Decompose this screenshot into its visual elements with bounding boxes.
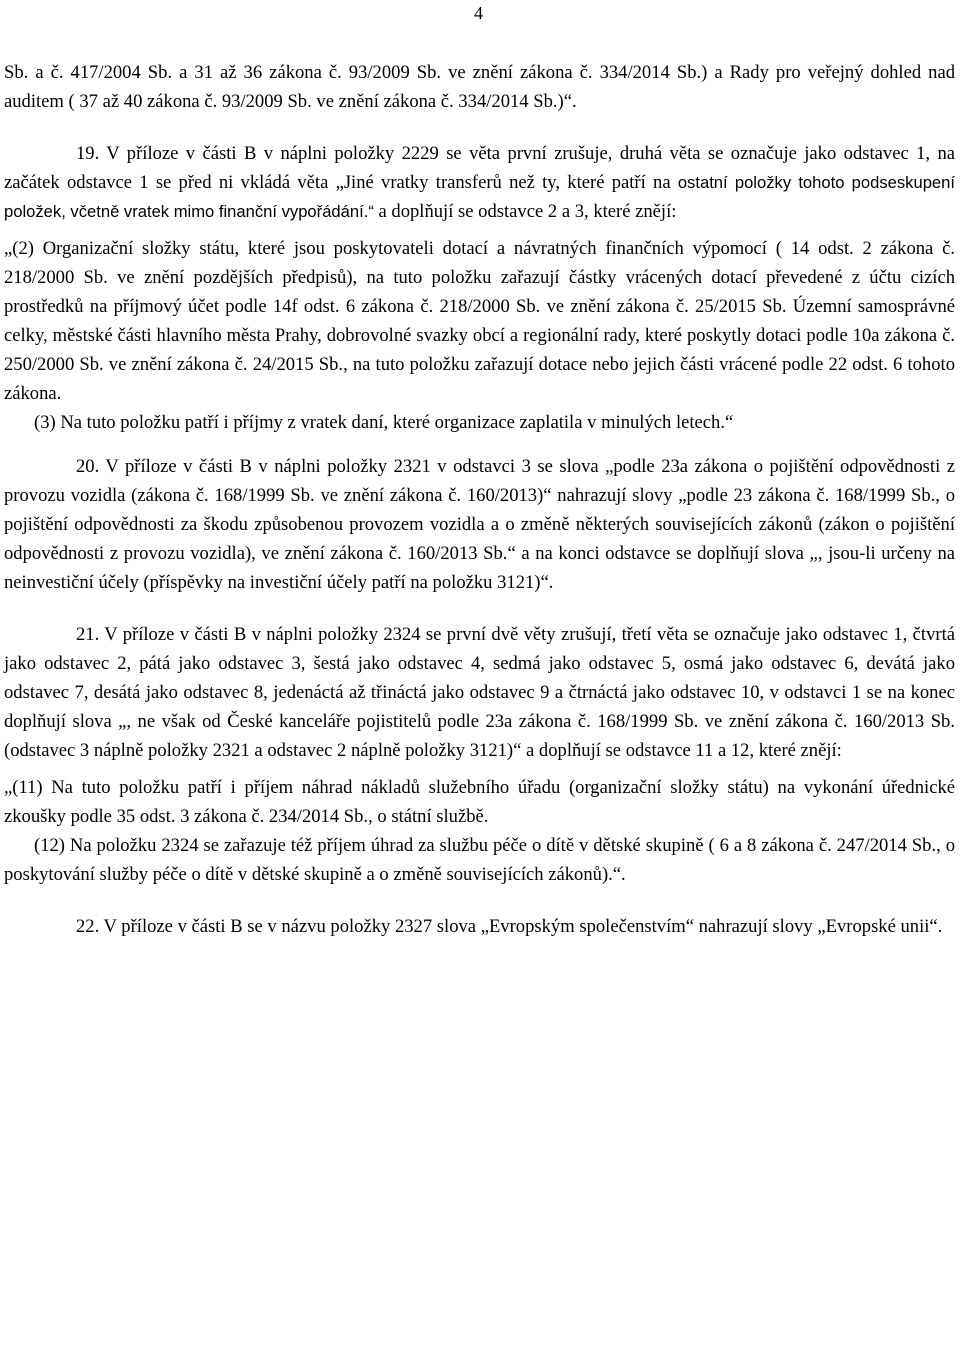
page-number: 4 [474, 3, 483, 23]
item-21: 21. V příloze v části B v náplni položky 2324 se první dvě věty zrušují, třetí věta se označuje jako odstavec 1, čtvrtá jako odstavec 2, pátá jako odstavec 3, šestá jako odstavec 4, sedmá jako odstavec 5, osmá jako odstavec 6, devátá jako odstavec 7, desátá jako odstavec 8, jedenáctá až třináctá jako odstavec 9 a čtrnáctá jako odstavec 10, v odstavci 1 se na konec doplňují slova „, ne však od České kanceláře pojistitelů podle 23a zákona č. 168/1999 Sb. ve znění zákona č. 160/2013 Sb. (odstavec 3 náplně položky 2321 a odstavec 2 náplně položky 3121)“ a doplňují se odstavce 11 a 12, které znějí: [4, 624, 955, 761]
item-19-text-b: a doplňují se odstavce 2 a 3, které znějí: [373, 201, 677, 222]
item-19-subsection-3: (3) Na tuto položku patří i příjmy z vratek daní, které organizace zaplatila v minulých letech.“ [34, 412, 734, 433]
item-21-subsection-12: (12) Na položku 2324 se zařazuje též příjem úhrad za službu péče o dítě v dětské skupině ( 6 a 8 zákona č. 247/2014 Sb., o poskytování služby péče o dítě v dětské skupině a o změně souvisejících zákonů).“. [4, 835, 955, 885]
item-19 [4, 139, 955, 226]
item-22: 22. V příloze v části B se v názvu položky 2327 slova „Evropským společenstvím“ nahrazují slovy „Evropské unii“. [76, 916, 943, 937]
paragraph-continuation: Sb. a č. 417/2004 Sb. a 31 až 36 zákona č. 93/2009 Sb. ve znění zákona č. 334/2014 Sb.) a Rady pro veřejný dohled nad auditem ( 37 až 40 zákona č. 93/2009 Sb. ve znění zákona č. 334/2014 Sb.)“. [4, 62, 955, 112]
item-21-subsection-11: „(11) Na tuto položku patří i příjem náhrad nákladů služebního úřadu (organizační složky státu) na vykonání úřednické zkoušky podle 35 odst. 3 zákona č. 234/2014 Sb., o státní službě. [4, 777, 955, 827]
item-19-inserted-sentence: ostatní položky tohoto podseskupení položek, včetně vratek mimo finanční vypořádání.“ [4, 173, 955, 221]
item-20: 20. V příloze v části B v náplni položky 2321 v odstavci 3 se slova „podle 23a zákona o pojištění odpovědnosti z provozu vozidla (zákona č. 168/1999 Sb. ve znění zákona č. 160/2013)“ nahrazují slovy „podle 23 zákona č. 168/1999 Sb., o pojištění odpovědnosti za škodu způsobenou provozem vozidla a o změně některých souvisejících zákonů (zákon o pojištění odpovědnosti z provozu vozidla), ve znění zákona č. 160/2013 Sb.“ a na konci odstavce se doplňují slova „, jsou-li určeny na neinvestiční účely (příspěvky na investiční účely patří na položku 3121)“. [4, 456, 955, 593]
item-19-text-a: 19. V příloze v části B v náplni položky 2229 se věta první zrušuje, druhá věta se označuje jako odstavec 1, na začátek odstavce 1 se před ni vkládá věta „Jiné vratky transferů než ty, které patří na [4, 143, 955, 193]
document-body [4, 58, 955, 941]
item-19-subsection-2: „(2) Organizační složky státu, které jsou poskytovateli dotací a návratných finančních výpomocí ( 14 odst. 2 zákona č. 218/2000 Sb. ve znění pozdějších předpisů), na tuto položku zařazují částky vrácených dotací převedené z účtu cizích prostředků na příjmový účet podle 14f odst. 6 zákona č. 218/2000 Sb. ve znění zákona č. 25/2015 Sb. Územní samosprávné celky, městské části hlavního města Prahy, dobrovolné svazky obcí a regionální rady, které poskytly dotaci podle 10a zákona č. 250/2000 Sb. ve znění zákona č. 24/2015 Sb., na tuto položku zařazují dotace nebo jejich části vrácené podle 22 odst. 6 tohoto zákona. [4, 238, 955, 404]
